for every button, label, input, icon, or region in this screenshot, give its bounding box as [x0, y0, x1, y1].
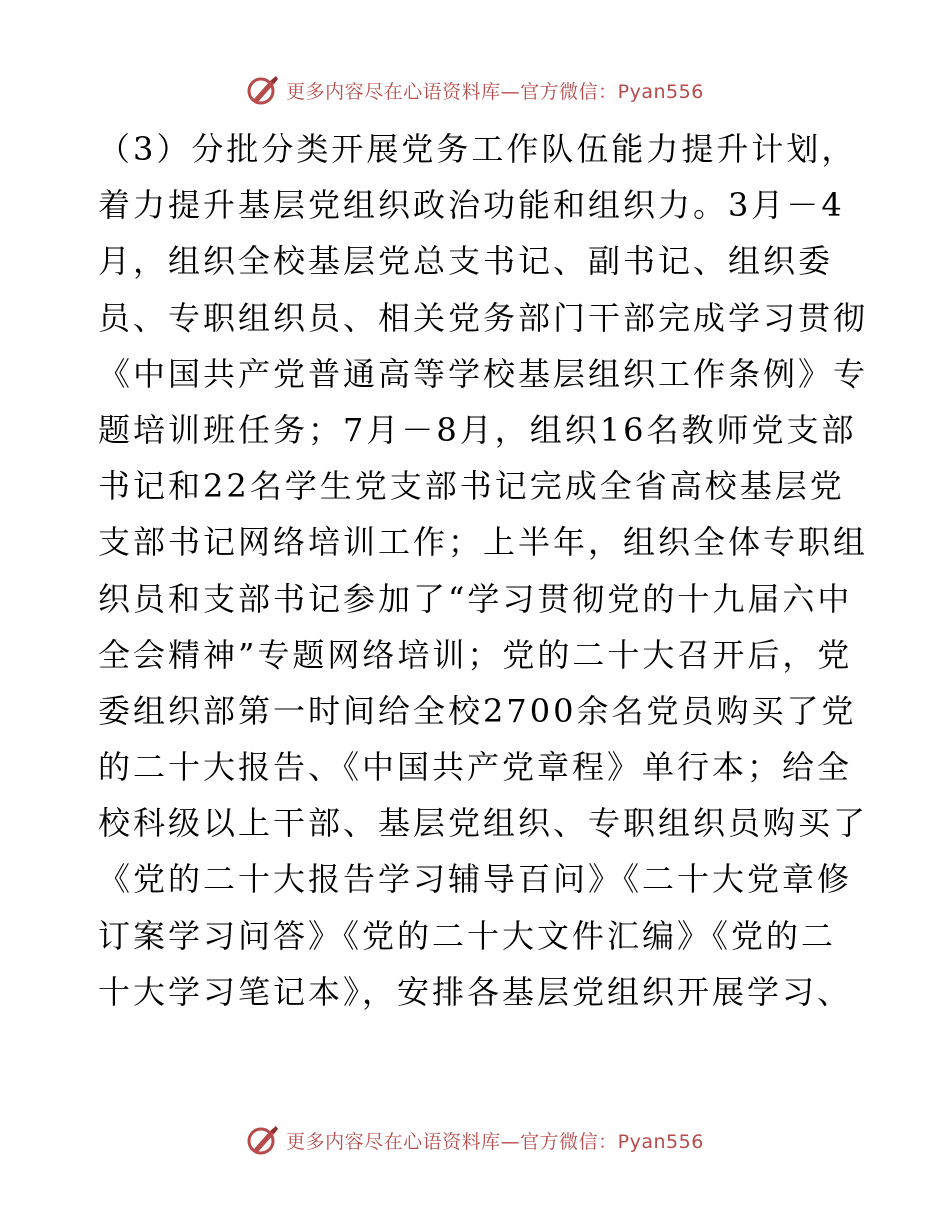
text-line: （3）分批分类开展党务工作队伍能力提升计划，: [98, 130, 857, 168]
text-line: 校科级以上干部、基层党组织、专职组织员购买了: [98, 804, 869, 843]
text-line: 题培训班任务；7月－8月，组织16名教师党支部: [98, 410, 857, 449]
footer-watermark: [0, 1120, 950, 1160]
text-line: 着力提升基层党组织政治功能和组织力。3月－4: [98, 186, 845, 225]
pen-logo-icon: [246, 73, 280, 107]
text-line: 月，组织全校基层党总支书记、副书记、组织委: [98, 242, 834, 281]
text-line: 《中国共产党普通高等学校基层组织工作条例》专: [98, 354, 869, 393]
text-line: 委组织部第一时间给全校2700余名党员购买了党: [98, 691, 857, 730]
text-line: 订案学习问答》《党的二十大文件汇编》《党的二: [98, 916, 837, 955]
document-body: [98, 121, 869, 1020]
text-line: 支部书记网络培训工作；上半年，组织全体专职组: [98, 523, 869, 562]
text-line: 《党的二十大报告学习辅导百问》《二十大党章修: [98, 860, 853, 899]
text-line: 织员和支部书记参加了“学习贯彻党的十九届六中: [98, 579, 853, 618]
text-line: 员、专职组织员、相关党务部门干部完成学习贯彻: [98, 298, 869, 337]
pen-logo-icon: [246, 1123, 280, 1157]
text-line: 十大学习笔记本》，安排各基层党组织开展学习、: [98, 972, 853, 1011]
header-watermark: [0, 70, 950, 110]
text-line: 的二十大报告、《中国共产党章程》单行本；给全: [98, 748, 853, 787]
text-line: 全会精神”专题网络培训；党的二十大召开后，党: [98, 635, 853, 674]
watermark-text: 更多内容尽在心语资料库—官方微信：Pyan556: [286, 80, 704, 103]
watermark-text: 更多内容尽在心语资料库—官方微信：Pyan556: [286, 1130, 704, 1153]
text-line: 书记和22名学生党支部书记完成全省高校基层党: [98, 467, 845, 506]
